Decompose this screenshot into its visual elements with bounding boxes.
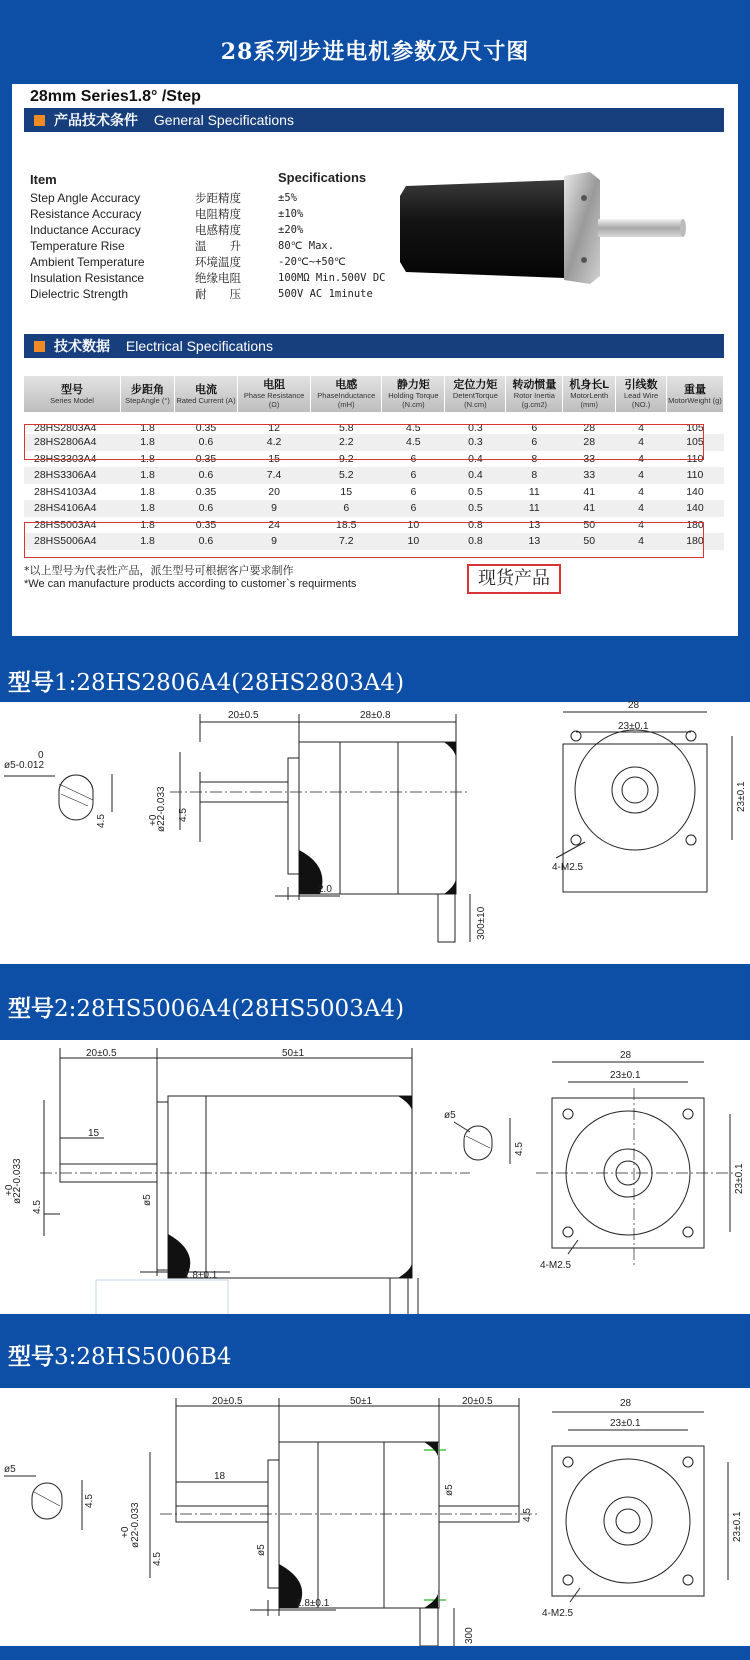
dim-flange-gap: 1.8±0.1 — [296, 1598, 330, 1609]
table-cell: 4.5 — [382, 434, 445, 451]
table-cell: 0.3 — [445, 434, 506, 451]
drawing-svg-3 — [0, 1388, 750, 1646]
table-cell: 180 — [686, 518, 704, 531]
table-cell: 4 — [638, 485, 644, 498]
spec-row-en: Inductance Accuracy — [30, 223, 141, 237]
general-spec-cn: 产品技术条件 — [54, 113, 138, 129]
table-cell: 11 — [528, 485, 540, 498]
table-row — [24, 434, 724, 451]
table-cell: 6 — [506, 434, 563, 451]
table-cell: 1.8 — [140, 518, 155, 531]
table-cell: 1.8 — [121, 434, 175, 451]
table-cell: 15 — [340, 485, 353, 498]
dim-body-len: 50±1 — [282, 1048, 305, 1059]
table-cell: 105 — [666, 417, 723, 434]
table-cell: 9 — [237, 533, 310, 550]
table-cell: 11 — [506, 500, 563, 517]
table-cell: 0.4 — [468, 452, 483, 465]
spec-row-cn: 步距精度 — [195, 191, 241, 205]
dim-shaft-top: 0 — [38, 750, 44, 761]
table-cell: 28 — [563, 417, 616, 434]
spec-row-value: 500V AC 1minute — [278, 288, 373, 300]
dim-flat-len: 15 — [88, 1128, 100, 1139]
dim-shaft-dia-side: ø5 — [256, 1544, 267, 1556]
spec-row-cn: 耐 压 — [195, 287, 241, 301]
item-header: Item — [30, 172, 57, 187]
model-code: 3:28HS5006B4 — [54, 1344, 232, 1370]
dim-flat-side: 4.5 — [178, 808, 189, 822]
table-cell: 110 — [686, 452, 704, 465]
model-cell: 28HS2806A4 — [24, 434, 121, 451]
dim-rear-flat: 4.5 — [522, 1508, 533, 1522]
table-row — [24, 517, 724, 534]
spec-row-value: -20℃~+50℃ — [278, 256, 346, 268]
dim-hole-pitch-v: 23±0.1 — [736, 781, 747, 812]
model-title-3 — [8, 1338, 232, 1371]
table-cell: 7.2 — [311, 533, 382, 550]
dim-boss: ø22-0.033 — [130, 1502, 141, 1548]
table-cell: 0.3 — [445, 417, 506, 434]
dim-hole-pitch-v: 23±0.1 — [734, 1163, 745, 1194]
model-prefix: 型号 — [8, 1344, 54, 1370]
table-cell: 4 — [638, 452, 644, 465]
dim-hole-pitch-v: 23±0.1 — [732, 1511, 743, 1542]
table-cell: 0.35 — [195, 485, 217, 498]
dim-shaft-len: 20±0.5 — [228, 710, 259, 721]
spec-row-en: Dielectric Strength — [30, 287, 129, 301]
table-cell: 9.2 — [338, 452, 354, 465]
table-cell: 180 — [666, 533, 723, 550]
table-cell: 12 — [237, 417, 310, 434]
table-cell: 1.8 — [121, 500, 175, 517]
model-code: 1:28HS2806A4(28HS2803A4) — [54, 670, 405, 696]
dimension-drawing-2 — [0, 1040, 750, 1314]
general-spec-bar — [24, 108, 724, 132]
table-cell: 41 — [563, 500, 616, 517]
table-cell: 6 — [382, 500, 445, 517]
dim-shaft-len: 20±0.5 — [86, 1048, 117, 1059]
spec-row-cn: 温 升 — [195, 239, 241, 253]
table-row — [24, 500, 724, 517]
table-cell: 1.8 — [121, 467, 175, 484]
dim-body-len: 50±1 — [350, 1396, 373, 1407]
table-cell: 6 — [410, 485, 417, 498]
table-row — [24, 417, 724, 434]
table-cell: 8 — [531, 452, 538, 465]
dim-boss-tol: +0 — [4, 1184, 15, 1196]
dim-body-len: 28±0.8 — [360, 710, 391, 721]
model-prefix: 型号 — [8, 670, 54, 696]
table-cell: 1.8 — [121, 417, 175, 434]
model-code: 2:28HS5006A4(28HS5003A4) — [54, 996, 405, 1022]
spec-card — [12, 84, 738, 636]
table-cell: 1.8 — [121, 533, 175, 550]
table-cell: 0.6 — [174, 500, 237, 517]
dim-width: 28 — [628, 700, 640, 711]
table-cell: 2.2 — [311, 434, 382, 451]
spec-row-cn: 绝缘电阻 — [195, 271, 241, 285]
dim-screw: 4-M2.5 — [552, 862, 584, 873]
table-cell: 50 — [563, 533, 616, 550]
col-header: 型号 Series Model — [24, 376, 121, 417]
dimension-drawing-1 — [0, 702, 750, 964]
table-cell: 20 — [268, 485, 280, 498]
table-cell: 13 — [528, 518, 541, 531]
table-cell: 0.6 — [174, 467, 237, 484]
model-cell: 28HS4103A4 — [34, 485, 97, 498]
dim-screw: 4-M2.5 — [540, 1260, 572, 1271]
dim-flange-gap: 2.0 — [318, 884, 332, 895]
model-prefix: 型号 — [8, 996, 54, 1022]
table-cell: 13 — [506, 533, 563, 550]
table-cell: 110 — [666, 467, 723, 484]
model-cell: 28HS5003A4 — [34, 518, 97, 531]
table-cell: 41 — [583, 485, 596, 498]
spec-header: Specifications — [278, 170, 367, 185]
table-cell: 0.8 — [468, 518, 483, 531]
table-cell: 4 — [616, 434, 667, 451]
table-cell: 33 — [583, 452, 596, 465]
dim-shaft-dia: ø5-0.012 — [4, 760, 45, 771]
table-cell: 24 — [268, 518, 280, 531]
table-cell: 105 — [666, 434, 723, 451]
model-title-1 — [8, 664, 404, 697]
col-header: 电感 PhaseInductance (mH) — [311, 376, 382, 417]
dim-shaft-len: 20±0.5 — [212, 1396, 243, 1407]
note-cn: *以上型号为代表性产品，派生型号可根据客户要求制作 — [24, 564, 294, 577]
series-title: 28mm Series1.8° /Step — [30, 88, 201, 105]
dim-flange-gap: 1.8±0.1 — [184, 1270, 218, 1281]
spec-row-value: ±20% — [278, 224, 304, 236]
bullet-square-icon — [34, 115, 45, 126]
col-header: 引线数 Lead Wire (NO.) — [616, 376, 667, 417]
dim-flat: 4.5 — [514, 1142, 525, 1156]
table-cell: 0.8 — [445, 533, 506, 550]
table-cell: 10 — [407, 518, 420, 531]
model-cell: 28HS5006A4 — [24, 533, 121, 550]
dim-lead-len: 300 — [464, 1627, 475, 1644]
electrical-spec-table — [24, 376, 724, 550]
dim-hole-pitch: 23±0.1 — [610, 1070, 641, 1081]
dim-rear-shaft-dia: ø5 — [444, 1484, 455, 1496]
table-cell: 4 — [616, 467, 667, 484]
dim-flat-side: 4.5 — [32, 1200, 43, 1214]
table-cell: 0.35 — [195, 518, 217, 531]
dim-shaft-dia: ø5 — [444, 1110, 456, 1121]
table-cell: 0.6 — [174, 533, 237, 550]
table-row — [24, 451, 724, 468]
dimension-drawing-3 — [0, 1388, 750, 1646]
dim-width: 28 — [620, 1050, 632, 1061]
spec-row-value: ±5% — [278, 192, 297, 204]
spec-row-cn: 电感精度 — [195, 223, 241, 237]
table-cell: 8 — [506, 467, 563, 484]
dim-shaft-dia: ø5 — [4, 1464, 16, 1475]
model-cell: 28HS3303A4 — [34, 452, 97, 465]
spec-row-cn: 环境温度 — [195, 255, 241, 269]
stock-label: 现货产品 — [467, 564, 561, 594]
spec-row-en: Step Angle Accuracy — [30, 191, 141, 205]
table-cell: 7.4 — [237, 467, 310, 484]
dim-hole-pitch: 23±0.1 — [610, 1418, 641, 1429]
table-cell: 6 — [382, 467, 445, 484]
table-cell: 0.6 — [174, 434, 237, 451]
dim-boss: ø22-0.033 — [156, 786, 167, 832]
electrical-spec-cn: 技术数据 — [54, 339, 110, 355]
table-cell: 0.4 — [445, 467, 506, 484]
spec-row-en: Resistance Accuracy — [30, 207, 142, 221]
table-cell: 4 — [616, 533, 667, 550]
model-cell: 28HS2803A4 — [24, 417, 121, 434]
table-cell: 1.8 — [140, 485, 155, 498]
table-cell: 9 — [237, 500, 310, 517]
bottom-band — [0, 1646, 750, 1660]
table-row — [24, 533, 724, 550]
table-cell: 28 — [563, 434, 616, 451]
table-cell: 10 — [382, 533, 445, 550]
table-cell: 50 — [583, 518, 596, 531]
model-cell: 28HS3306A4 — [24, 467, 121, 484]
table-cell: 33 — [563, 467, 616, 484]
model-cell: 28HS4106A4 — [24, 500, 121, 517]
general-spec-en: General Specifications — [153, 112, 294, 128]
dim-boss: ø22-0.033 — [12, 1158, 23, 1204]
dim-flat: 4.5 — [84, 1494, 95, 1508]
table-row — [24, 484, 724, 501]
col-header: 定位力矩 DetentTorque (N.cm) — [445, 376, 506, 417]
spec-row-value: 80℃ Max. — [278, 240, 335, 252]
table-cell: 18.5 — [336, 518, 357, 531]
col-header: 静力矩 Holding Torque (N.cm) — [382, 376, 445, 417]
table-cell: 5.2 — [311, 467, 382, 484]
table-cell: 4 — [616, 500, 667, 517]
note-en: *We can manufacture products according to customer`s requirments — [24, 578, 357, 590]
spec-row-cn: 电阻精度 — [195, 207, 241, 221]
dim-flat-len: 18 — [214, 1471, 226, 1482]
col-header: 电阻 Phase Resistance (Ω) — [237, 376, 310, 417]
dim-screw: 4-M2.5 — [542, 1608, 574, 1619]
table-cell: 0.5 — [445, 500, 506, 517]
col-header: 步距角 StepAngle (°) — [121, 376, 175, 417]
dim-rear-shaft-len: 20±0.5 — [462, 1396, 493, 1407]
model-title-2 — [8, 990, 404, 1023]
table-cell: 140 — [686, 485, 704, 498]
table-cell: 4 — [616, 417, 667, 434]
dim-boss-tol: +0 — [120, 1526, 131, 1538]
table-cell: 5.8 — [311, 417, 382, 434]
table-cell: 0.35 — [174, 417, 237, 434]
dim-flat: 4.5 — [96, 814, 107, 828]
table-header-row — [24, 376, 724, 417]
table-cell: 140 — [666, 500, 723, 517]
col-header: 重量 MotorWeight (g) — [666, 376, 723, 417]
col-header: 电流 Rated Current (A) — [174, 376, 237, 417]
table-cell: 4.5 — [382, 417, 445, 434]
page-title: 28系列步进电机参数及尺寸图 — [220, 39, 530, 65]
dim-width: 28 — [620, 1398, 632, 1409]
table-cell: 4.2 — [237, 434, 310, 451]
table-cell: 6 — [311, 500, 382, 517]
spec-row-value: ±10% — [278, 208, 304, 220]
dim-hole-pitch: 23±0.1 — [618, 721, 649, 732]
spec-row-value: 100MΩ Min.500V DC — [278, 272, 386, 284]
col-header: 机身长L MotorLenth (mm) — [563, 376, 616, 417]
table-cell: 0.35 — [195, 452, 217, 465]
table-body — [24, 417, 724, 550]
dim-shaft-dia-side: ø5 — [142, 1194, 153, 1206]
dim-lead-len: 300±10 — [476, 906, 487, 940]
drawing-svg-1 — [0, 702, 750, 964]
table-cell: 4 — [638, 518, 644, 531]
electrical-spec-bar — [24, 334, 724, 358]
spec-row-en: Insulation Resistance — [30, 271, 145, 285]
spec-row-en: Ambient Temperature — [30, 255, 145, 269]
electrical-spec-en: Electrical Specifications — [125, 338, 273, 354]
table-cell: 15 — [268, 452, 280, 465]
col-header: 转动惯量 Rotor Inertia (g.cm2) — [506, 376, 563, 417]
spec-row-en: Temperature Rise — [30, 239, 125, 253]
bullet-square-icon — [34, 341, 45, 352]
table-cell: 0.5 — [468, 485, 483, 498]
dim-flat-side: 4.5 — [152, 1552, 163, 1566]
table-cell: 6 — [410, 452, 417, 465]
dim-boss-tol: +0 — [148, 814, 159, 826]
drawing-svg-2 — [0, 1040, 750, 1314]
motor-photo — [394, 166, 704, 296]
table-row — [24, 467, 724, 484]
table-cell: 6 — [506, 417, 563, 434]
table-cell: 1.8 — [140, 452, 155, 465]
